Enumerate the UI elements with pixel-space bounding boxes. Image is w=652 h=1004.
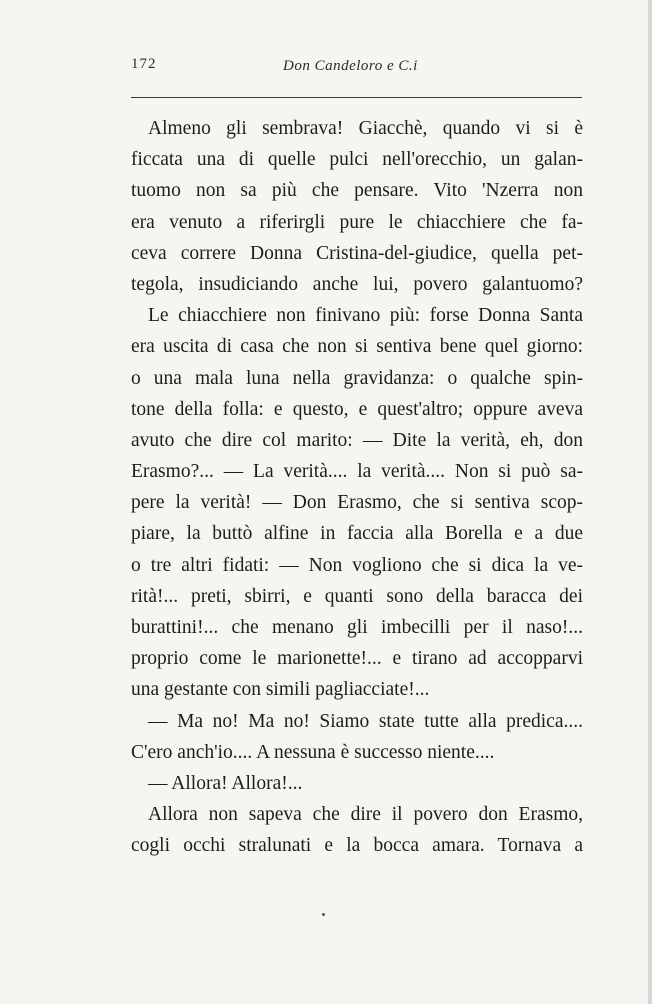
text-line: piare, la buttò alfine in faccia alla Borella e a due bbox=[131, 523, 583, 545]
text-line: Almeno gli sembrava! Giacchè, quando vi si è bbox=[148, 118, 583, 139]
text-line: una gestante con simili pagliacciate!... bbox=[131, 679, 430, 701]
text-line: tone della folla: e questo, e quest'altro; oppure aveva bbox=[131, 398, 583, 420]
body-text bbox=[131, 113, 583, 862]
text-line: era uscita di casa che non si sentiva bene quel giorno: bbox=[131, 336, 583, 358]
text-line: pere la verità! — Don Erasmo, che si sentiva scop- bbox=[131, 492, 583, 514]
text-line: — Ma no! Ma no! Siamo state tutte alla predica.... bbox=[148, 710, 583, 732]
text-line: ceva correre Donna Cristina-del-giudice, quella pet- bbox=[131, 242, 583, 264]
text-line: o tre altri fidati: — Non vogliono che si dica la ve- bbox=[131, 554, 583, 576]
text-line: rità!... preti, sbirri, e quanti sono della baracca dei bbox=[131, 585, 583, 607]
text-line: proprio come le marionette!... e tirano ad accopparvi bbox=[131, 648, 583, 670]
running-head: Don Candeloro e C.i bbox=[283, 58, 418, 74]
text-line: C'ero anch'io.... A nessuna è successo niente.... bbox=[131, 741, 495, 763]
text-line: o una mala luna nella gravidanza: o qualche spin- bbox=[131, 367, 583, 389]
text-line: Allora non sapeva che dire il povero don Erasmo, bbox=[148, 804, 583, 826]
text-line: ficcata una di quelle pulci nell'orecchio, un galan- bbox=[131, 149, 583, 171]
text-line: tuomo non sa più che pensare. Vito 'Nzerra non bbox=[131, 180, 583, 202]
text-line: era venuto a riferirgli pure le chiacchiere che fa- bbox=[131, 211, 583, 233]
text-line: tegola, insudiciando anche lui, povero galantuomo? bbox=[131, 273, 583, 295]
text-line: cogli occhi stralunati e la bocca amara. Tornava a bbox=[131, 835, 583, 857]
header-rule bbox=[131, 97, 582, 98]
page-number: 172 bbox=[131, 56, 157, 72]
page-edge bbox=[648, 0, 652, 1004]
text-line: Erasmo?... — La verità.... la verità.... Non si può sa- bbox=[131, 461, 583, 483]
text-line: burattini!... che menano gli imbecilli per il naso!... bbox=[131, 617, 583, 638]
text-line: — Allora! Allora!... bbox=[148, 772, 303, 794]
ink-speck bbox=[322, 913, 325, 916]
text-line: Le chiacchiere non finivano più: forse Donna Santa bbox=[148, 305, 583, 327]
text-line: avuto che dire col marito: — Dite la verità, eh, don bbox=[131, 429, 583, 451]
